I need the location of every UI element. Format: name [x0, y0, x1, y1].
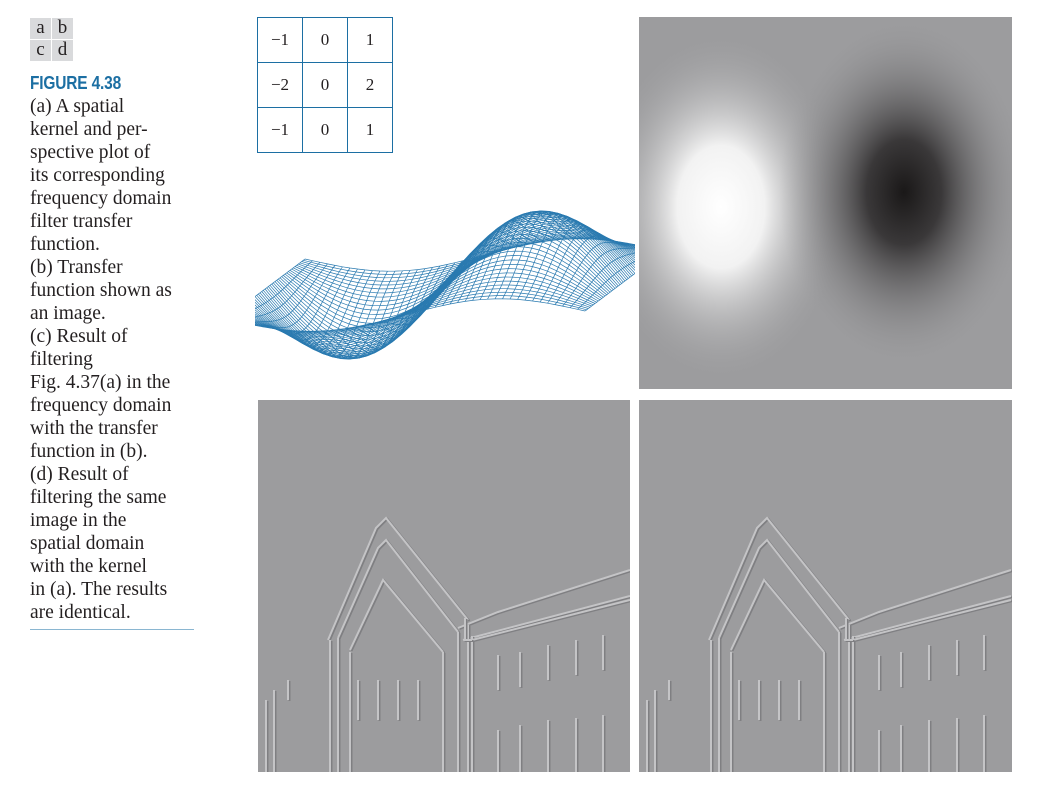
figure-label: FIGURE 4.38 [30, 73, 122, 93]
caption-line: in (a). The results [30, 579, 168, 600]
spatial-kernel-table [257, 17, 393, 153]
kernel-cell: −1 [258, 108, 303, 153]
caption-line: (b) Transfer [30, 257, 123, 278]
kernel-cell: 2 [348, 63, 393, 108]
caption-line: are identical. [30, 602, 131, 623]
panel-key-b: b [52, 18, 73, 39]
caption-line: spective plot of [30, 142, 151, 163]
caption-line: filter transfer [30, 211, 133, 232]
caption-line: spatial domain [30, 533, 145, 554]
caption-line: image in the [30, 510, 127, 531]
caption-line: filtering [30, 349, 93, 370]
caption-line: function shown as [30, 280, 172, 301]
panel-key-a: a [30, 18, 51, 39]
kernel-cell: 0 [303, 18, 348, 63]
caption-line: kernel and per- [30, 119, 148, 140]
caption-line: filtering the same [30, 487, 167, 508]
caption-line: (a) A spatial [30, 96, 125, 117]
kernel-cell: −2 [258, 63, 303, 108]
frequency-domain-result-image [258, 400, 630, 772]
caption-line: with the kernel [30, 556, 147, 577]
caption-line: function in (b). [30, 441, 148, 462]
caption-line: (c) Result of [30, 326, 128, 347]
kernel-cell: 0 [303, 63, 348, 108]
kernel-cell: 1 [348, 108, 393, 153]
caption-line: with the transfer [30, 418, 158, 439]
caption-line: an image. [30, 303, 106, 324]
kernel-cell: −1 [258, 18, 303, 63]
panel-key-d: d [52, 40, 73, 61]
caption-line: its corresponding [30, 165, 165, 186]
transfer-function-image [639, 17, 1012, 389]
caption-line: Fig. 4.37(a) in the [30, 372, 171, 393]
caption-line: function. [30, 234, 100, 255]
panel-key-c: c [30, 40, 51, 61]
spatial-domain-result-image [639, 400, 1012, 772]
transfer-function-perspective-plot [255, 200, 635, 360]
figure-caption [30, 95, 200, 624]
caption-divider [30, 629, 194, 630]
caption-line: frequency domain [30, 188, 172, 209]
caption-line: frequency domain [30, 395, 172, 416]
kernel-cell: 0 [303, 108, 348, 153]
kernel-cell: 1 [348, 18, 393, 63]
caption-line: (d) Result of [30, 464, 129, 485]
